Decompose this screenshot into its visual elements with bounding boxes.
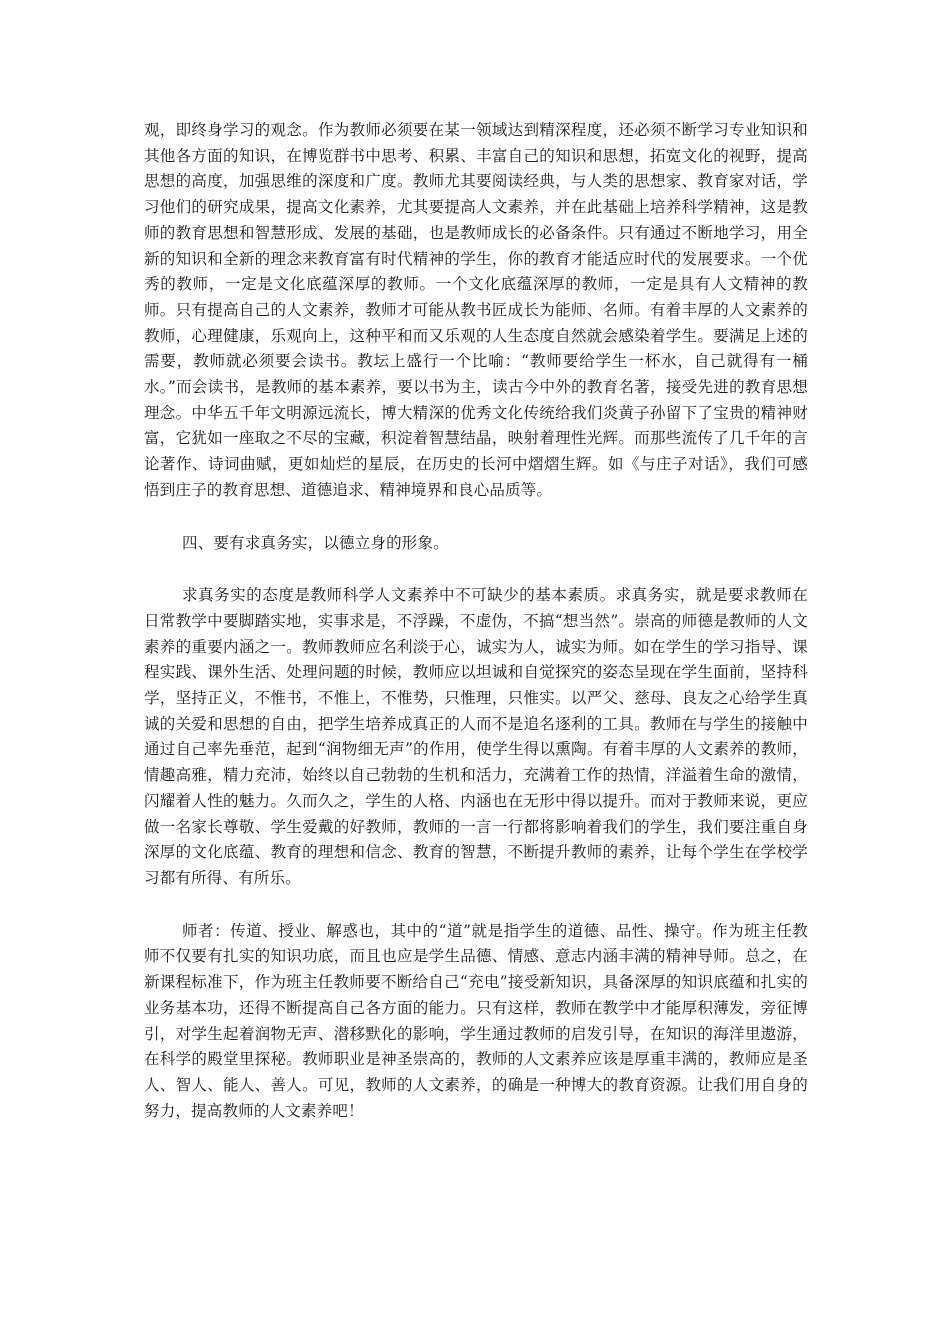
section-heading-four: 四、要有求真务实，以德立身的形象。 [182, 533, 449, 552]
paragraph-truth-seeking: 求真务实的态度是教师科学人文素养中不可缺少的基本素质。求真务实，就是要求教师在日常教学中要脚踏实地，实事求是，不浮躁，不虚伪，不搞“想当然”。崇高的师德是教师的人文素养的重要内涵之一。教师教师应名利淡于心，诚实为人，诚实为师。如在学生的学习指导、课程实践、课外生活、处理问题的时候，教师应以坦诚和自觉探究的姿态呈现在学生面前，坚持科学，坚持正义，不惟书，不惟上，不惟势，只惟理，只惟实。以严父、慈母、良友之心给学生真诚的关爱和思想的自由，把学生培养成真正的人而不是追名逐利的工具。教师在与学生的接触中通过自己率先垂范，起到“润物细无声”的作用，使学生得以熏陶。有着丰厚的人文素养的教师，情趣高雅，精力充沛，始终以自己勃勃的生机和活力，充满着工作的热情，洋溢着生命的激情，闪耀着人性的魅力。久而久之，学生的人格、内涵也在无形中得以提升。而对于教师来说，更应做一名家长尊敬、学生爱戴的好教师，教师的一言一行都将影响着我们的学生，我们要注重自身深厚的文化底蕴、教育的理想和信念、教育的智慧，不断提升教师的素养，让每个学生在学校学习都有所得、有所乐。 [144, 586, 808, 887]
paragraph-lifelong-learning: 观，即终身学习的观念。作为教师必须要在某一领域达到精深程度，还必须不断学习专业知识和其他各方面的知识，在博览群书中思考、积累、丰富自己的知识和思想，拓宽文化的视野，提高思想的高度，加强思维的深度和广度。教师尤其要阅读经典，与人类的思想家、教育家对话，学习他们的研究成果，提高文化素养，尤其要提高人文素养，并在此基础上培养科学精神，这是教师的教育思想和智慧形成、发展的基础，也是教师成长的必备条件。只有通过不断地学习，用全新的知识和全新的理念来教育富有时代精神的学生，你的教育才能适应时代的发展要求。一个优秀的教师，一定是文化底蕴深厚的教师。一个文化底蕴深厚的教师，一定是具有人文精神的教师。只有提高自己的人文素养，教师才可能从教书匠成长为能师、名师。有着丰厚的人文素养的教师，心理健康，乐观向上，这种平和而又乐观的人生态度自然就会感染着学生。要满足上述的需要，教师就必须要会读书。教坛上盛行一个比喻：“教师要给学生一杯水，自己就得有一桶水。”而会读书，是教师的基本素养，要以书为主，读古今中外的教育名著，接受先进的教育思想理念。中华五千年文明源远流长，博大精深的优秀文化传统给我们炎黄子孙留下了宝贵的精神财富，它犹如一座取之不尽的宝藏，积淀着智慧结晶，映射着理性光辉。而那些流传了几千年的言论著作、诗词曲赋，更如灿烂的星辰，在历史的长河中熠熠生辉。如《与庄子对话》，我们可感悟到庄子的教育思想、道德追求、精神境界和良心品质等。 [144, 121, 808, 499]
document-page [144, 118, 808, 1124]
paragraph-conclusion: 师者：传道、授业、解惑也，其中的“道”就是指学生的道德、品性、操守。作为班主任教师不仅要有扎实的知识功底，而且也应是学生品德、情感、意志内涵丰满的精神导师。总之，在新课程标准下，作为班主任教师要不断给自己“充电”接受新知识，具备深厚的知识底蕴和扎实的业务基本功，还得不断提高自己各方面的能力。只有这样，教师在教学中才能厚积薄发，旁征博引，对学生起着润物无声、潜移默化的影响，学生通过教师的启发引导，在知识的海洋里遨游，在科学的殿堂里探秘。教师职业是神圣崇高的，教师的人文素养应该是厚重丰满的，教师应是圣人、智人、能人、善人。可见，教师的人文素养，的确是一种博大的教育资源。让我们用自身的努力，提高教师的人文素养吧！ [144, 921, 808, 1120]
